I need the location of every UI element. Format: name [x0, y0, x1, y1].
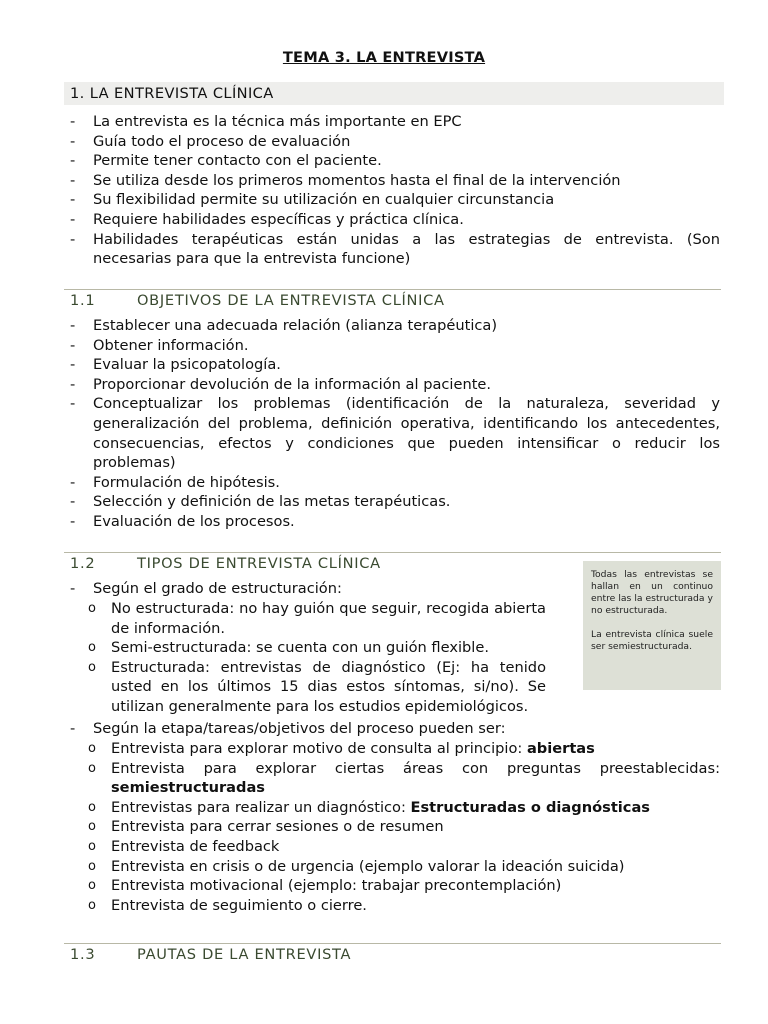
circle-bullet: o	[88, 878, 96, 894]
list-item	[70, 316, 720, 336]
circle-bullet: o	[88, 741, 96, 756]
circle-bullet: o	[88, 838, 96, 854]
sublist-item	[70, 759, 720, 798]
sublist-item	[70, 638, 546, 658]
list-item	[70, 230, 720, 269]
list-item	[70, 512, 720, 532]
note-paragraph: La entrevista clínica suele ser semiestructurada.	[591, 629, 713, 652]
circle-bullet: o	[88, 897, 96, 913]
circle-bullet: o	[88, 799, 96, 815]
sublist-item	[70, 896, 720, 916]
list-item-text: Evaluación de los procesos.	[93, 512, 295, 530]
circle-bullet: o	[88, 819, 96, 835]
dash-bullet: -	[70, 210, 76, 228]
sublist-item-text: Entrevista de feedback	[111, 837, 280, 855]
dash-bullet: -	[70, 356, 76, 374]
list-item	[70, 151, 720, 171]
dash-bullet: -	[70, 152, 76, 170]
list-item-text: Evaluar la psicopatología.	[93, 356, 281, 374]
sublist-item-text: Entrevista en crisis o de urgencia (ejemplo valorar la ideación suicida)	[111, 857, 625, 875]
list-item	[70, 579, 720, 599]
circle-bullet: o	[88, 640, 96, 656]
section12-list-etapa	[70, 719, 720, 739]
sublist-item-bold: semiestructuradas	[111, 779, 265, 797]
sublist-item	[70, 599, 546, 638]
list-item-text: La entrevista es la técnica más importante en EPC	[93, 113, 462, 130]
sublist-item-text: Semi-estructurada: se cuenta con un guión flexible.	[111, 639, 489, 657]
sublist-item-text: Entrevista para explorar ciertas áreas con preguntas preestablecidas:	[111, 759, 720, 777]
sublist-item	[70, 837, 720, 857]
sublist-item-bold: Estructuradas o diagnósticas	[410, 798, 650, 816]
sublist-item-text: Estructurada: entrevistas de diagnóstico (Ej: ha tenido usted en los últimos 15 dias estos síntomas, si/no). Se utilizan generalmente para los estudios epidemiológicos.	[111, 658, 546, 715]
sublist-item-text: No estructurada: no hay guión que seguir, recogida abierta de información.	[111, 600, 546, 637]
list-item-text: Establecer una adecuada relación (alianza terapéutica)	[93, 317, 498, 334]
section-number: 1.2	[70, 555, 96, 572]
list-item-text: Su flexibilidad permite su utilización en cualquier circunstancia	[93, 191, 555, 209]
sublist-item	[70, 658, 546, 717]
note-paragraph: Todas las entrevistas se hallan en un continuo entre las la estructurada y no estructurada.	[591, 569, 713, 616]
section11-list	[70, 316, 720, 532]
sublist-item	[70, 857, 720, 877]
list-item-text: Selección y definición de las metas terapéuticas.	[93, 493, 451, 511]
list-item	[70, 171, 720, 191]
section12-sublist-etapa	[70, 739, 720, 915]
sublist-container	[70, 739, 720, 915]
list-item-text: Obtener información.	[93, 336, 249, 354]
sublist-container	[70, 599, 720, 717]
list-item	[70, 473, 720, 493]
section12-list	[70, 579, 720, 599]
sublist-item	[70, 817, 720, 837]
list-item-text: Conceptualizar los problemas (identificación de la naturaleza, severidad y generalización del problema, definición operativa, identificando los antecedentes, consecuencias, efectos y condiciones que pueden intensificar o reducir los problemas)	[93, 395, 720, 472]
list-item-text: Guía todo el proceso de evaluación	[93, 132, 351, 150]
list-item	[70, 112, 720, 132]
dash-bullet: -	[70, 395, 76, 413]
dash-bullet: -	[70, 473, 76, 491]
list-item	[70, 375, 720, 395]
circle-bullet: o	[88, 601, 96, 616]
sublist-item	[70, 876, 720, 896]
list-item	[70, 132, 720, 152]
list-item	[70, 336, 720, 356]
dash-bullet: -	[70, 113, 76, 130]
section-title: PAUTAS DE LA ENTREVISTA	[137, 946, 352, 963]
dash-bullet: -	[70, 171, 76, 189]
dash-bullet: -	[70, 132, 76, 150]
sublist-item-bold: abiertas	[526, 740, 595, 757]
circle-bullet: o	[88, 760, 96, 776]
dash-bullet: -	[70, 580, 76, 597]
dash-bullet: -	[70, 720, 76, 737]
section-title: TIPOS DE ENTREVISTA CLÍNICA	[137, 555, 381, 572]
section-number: 1.1	[70, 292, 96, 309]
list-item-text: Requiere habilidades específicas y práctica clínica.	[93, 210, 464, 228]
sublist-item-text: Entrevista para cerrar sesiones o de resumen	[111, 818, 444, 836]
list-item	[70, 719, 720, 739]
list-item-text: Habilidades terapéuticas están unidas a las estrategias de entrevista. (Son necesarias para que la entrevista funcione)	[93, 230, 720, 268]
sublist-item-text: Entrevista de seguimiento o cierre.	[111, 896, 367, 914]
sublist-item-text: Entrevista motivacional (ejemplo: trabajar precontemplación)	[111, 877, 562, 895]
dash-bullet: -	[70, 375, 76, 393]
section12-sublist-estructuracion	[70, 599, 720, 717]
list-item-text: Permite tener contacto con el paciente.	[93, 152, 382, 170]
section1-list	[70, 112, 720, 269]
list-item-text: Proporcionar devolución de la información al paciente.	[93, 375, 492, 393]
sublist-item-text: Entrevista para explorar motivo de consulta al principio:	[111, 740, 527, 757]
list-item	[70, 492, 720, 512]
list-item-text: Según la etapa/tareas/objetivos del proceso pueden ser:	[93, 720, 506, 737]
list-item-text: Formulación de hipótesis.	[93, 473, 280, 491]
circle-bullet: o	[88, 858, 96, 874]
list-item	[70, 394, 720, 472]
dash-bullet: -	[70, 191, 76, 209]
dash-bullet: -	[70, 317, 76, 334]
section-heading-objetivos	[64, 289, 721, 312]
sublist-item	[70, 739, 720, 759]
list-item	[70, 190, 720, 210]
section-title: OBJETIVOS DE LA ENTREVISTA CLÍNICA	[137, 292, 445, 309]
list-item-text: Se utiliza desde los primeros momentos hasta el final de la intervención	[93, 171, 621, 189]
sublist-item-text: Entrevistas para realizar un diagnóstico:	[111, 798, 411, 816]
dash-bullet: -	[70, 230, 76, 248]
list-item	[70, 210, 720, 230]
circle-bullet: o	[88, 659, 96, 675]
list-item	[70, 355, 720, 375]
list-item-text: Según el grado de estructuración:	[93, 580, 342, 597]
dash-bullet: -	[70, 512, 76, 530]
dash-bullet: -	[70, 493, 76, 511]
section-heading-entrevista-clinica: 1. LA ENTREVISTA CLÍNICA	[64, 82, 724, 105]
sublist-item	[70, 798, 720, 818]
dash-bullet: -	[70, 336, 76, 354]
section-number: 1.3	[70, 946, 96, 963]
document-title: TEMA 3. LA ENTREVISTA	[282, 49, 486, 66]
section-heading-pautas	[64, 943, 721, 966]
